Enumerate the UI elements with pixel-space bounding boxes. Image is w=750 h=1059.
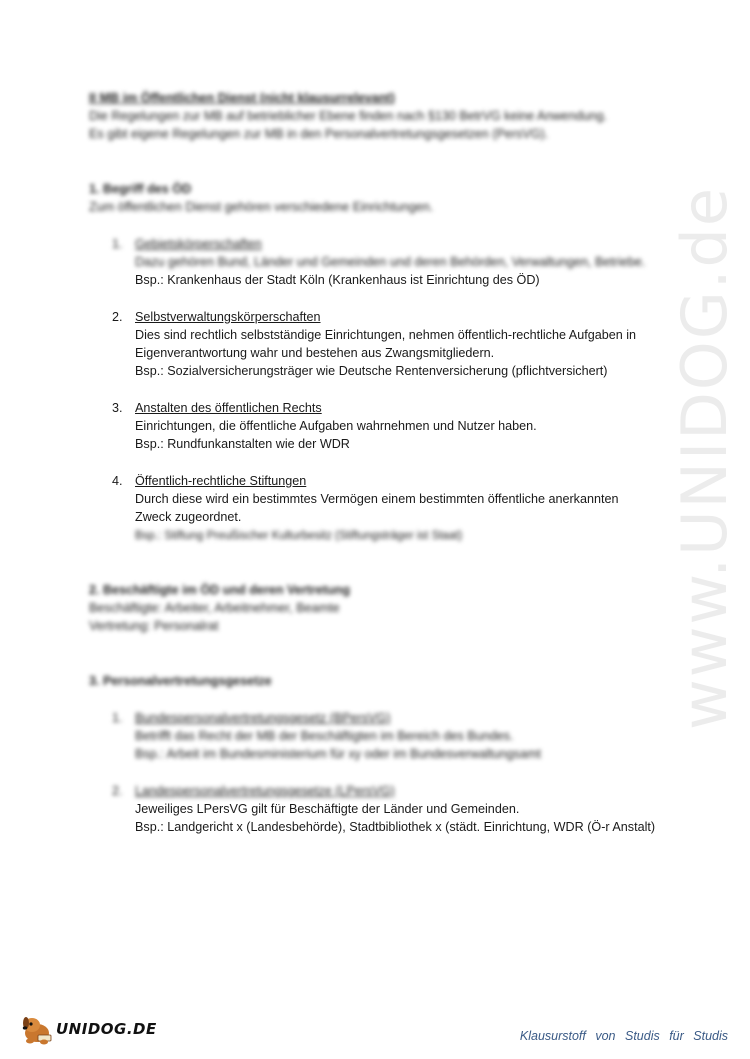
section-2-heading: 2. Beschäftigte im ÖD und deren Vertretung bbox=[89, 583, 351, 597]
item-line: Dazu gehören Bund, Länder und Gemeinden und deren Behörden, Verwaltungen, Betriebe. bbox=[135, 255, 646, 269]
item-line: Einrichtungen, die öffentliche Aufgaben wahrnehmen und Nutzer haben. bbox=[135, 419, 537, 433]
item-title-selbstverwaltungskoerperschaften: Selbstverwaltungskörperschaften bbox=[135, 310, 321, 324]
unidog-logo bbox=[20, 1013, 157, 1045]
item-title-gebietskoerperschaften: Gebietskörperschaften bbox=[135, 237, 262, 251]
list-number: 3. bbox=[112, 401, 123, 415]
dog-mascot-icon bbox=[20, 1013, 54, 1045]
item-line: Bsp.: Landgericht x (Landesbehörde), Stadtbibliothek x (städt. Einrichtung, WDR (Ö-r Anstalt) bbox=[135, 820, 656, 834]
item-title-stiftungen: Öffentlich-rechtliche Stiftungen bbox=[135, 474, 307, 488]
section-ii-line-1: Die Regelungen zur MB auf betrieblicher Ebene finden nach §130 BetrVG keine Anwendung. bbox=[89, 109, 608, 123]
list-number: 1. bbox=[112, 711, 123, 725]
item-line: Bsp.: Krankenhaus der Stadt Köln (Krankenhaus ist Einrichtung des ÖD) bbox=[135, 273, 540, 287]
item-line: Bsp.: Sozialversicherungsträger wie Deutsche Rentenversicherung (pflichtversichert) bbox=[135, 364, 608, 378]
list-number: 1. bbox=[112, 237, 123, 251]
item-line: Betrifft das Recht der MB der Beschäftigten im Bereich des Bundes. bbox=[135, 729, 514, 743]
item-line: Bsp.: Rundfunkanstalten wie der WDR bbox=[135, 437, 350, 451]
watermark: www.UNIDOG.de bbox=[668, 186, 741, 730]
list-number: 4. bbox=[112, 474, 123, 488]
item-title-bpersvg: Bundespersonalvertretungsgesetz (BPersVG) bbox=[135, 711, 391, 725]
item-title-anstalten: Anstalten des öffentlichen Rechts bbox=[135, 401, 322, 415]
logo-text: UNIDOG.DE bbox=[56, 1020, 157, 1038]
section-1-intro: Zum öffentlichen Dienst gehören verschiedene Einrichtungen. bbox=[89, 200, 434, 214]
item-title-lpersvg: Landespersonalvertretungsgesetze (LPersVG) bbox=[135, 784, 395, 798]
item-line: Zweck zugeordnet. bbox=[135, 510, 242, 524]
item-line: Dies sind rechtlich selbstständige Einrichtungen, nehmen öffentlich-rechtliche Aufgaben in bbox=[135, 328, 637, 342]
item-line: Bsp.: Arbeit im Bundesministerium für xy oder im Bundesverwaltungsamt bbox=[135, 747, 541, 761]
item-line: Durch diese wird ein bestimmtes Vermögen einem bestimmten öffentliche anerkannten bbox=[135, 492, 619, 506]
item-line: Eigenverantwortung wahr und bestehen aus Zwangsmitgliedern. bbox=[135, 346, 495, 360]
section-ii-heading: II MB im Öffentlichen Dienst (nicht klausurrelevant) bbox=[89, 91, 395, 105]
section-ii-line-2: Es gibt eigene Regelungen zur MB in den Personalvertretungsgesetzen (PersVG). bbox=[89, 127, 549, 141]
section-2-line-1: Beschäftigte: Arbeiter, Arbeitnehmer, Beamte bbox=[89, 601, 340, 615]
item-line: Jeweiliges LPersVG gilt für Beschäftigte der Länder und Gemeinden. bbox=[135, 802, 520, 816]
list-number: 2. bbox=[112, 784, 123, 798]
list-number: 2. bbox=[112, 310, 123, 324]
section-3-heading: 3. Personalvertretungsgesetze bbox=[89, 674, 272, 688]
footer-slogan: Klausurstoff von Studis für Studis bbox=[519, 1029, 728, 1043]
section-2-line-2: Vertretung: Personalrat bbox=[89, 619, 219, 633]
item-line: Bsp.: Stiftung Preußischer Kulturbesitz (Stiftungsträger ist Staat) bbox=[135, 530, 463, 542]
section-1-heading: 1. Begriff des ÖD bbox=[89, 182, 192, 196]
